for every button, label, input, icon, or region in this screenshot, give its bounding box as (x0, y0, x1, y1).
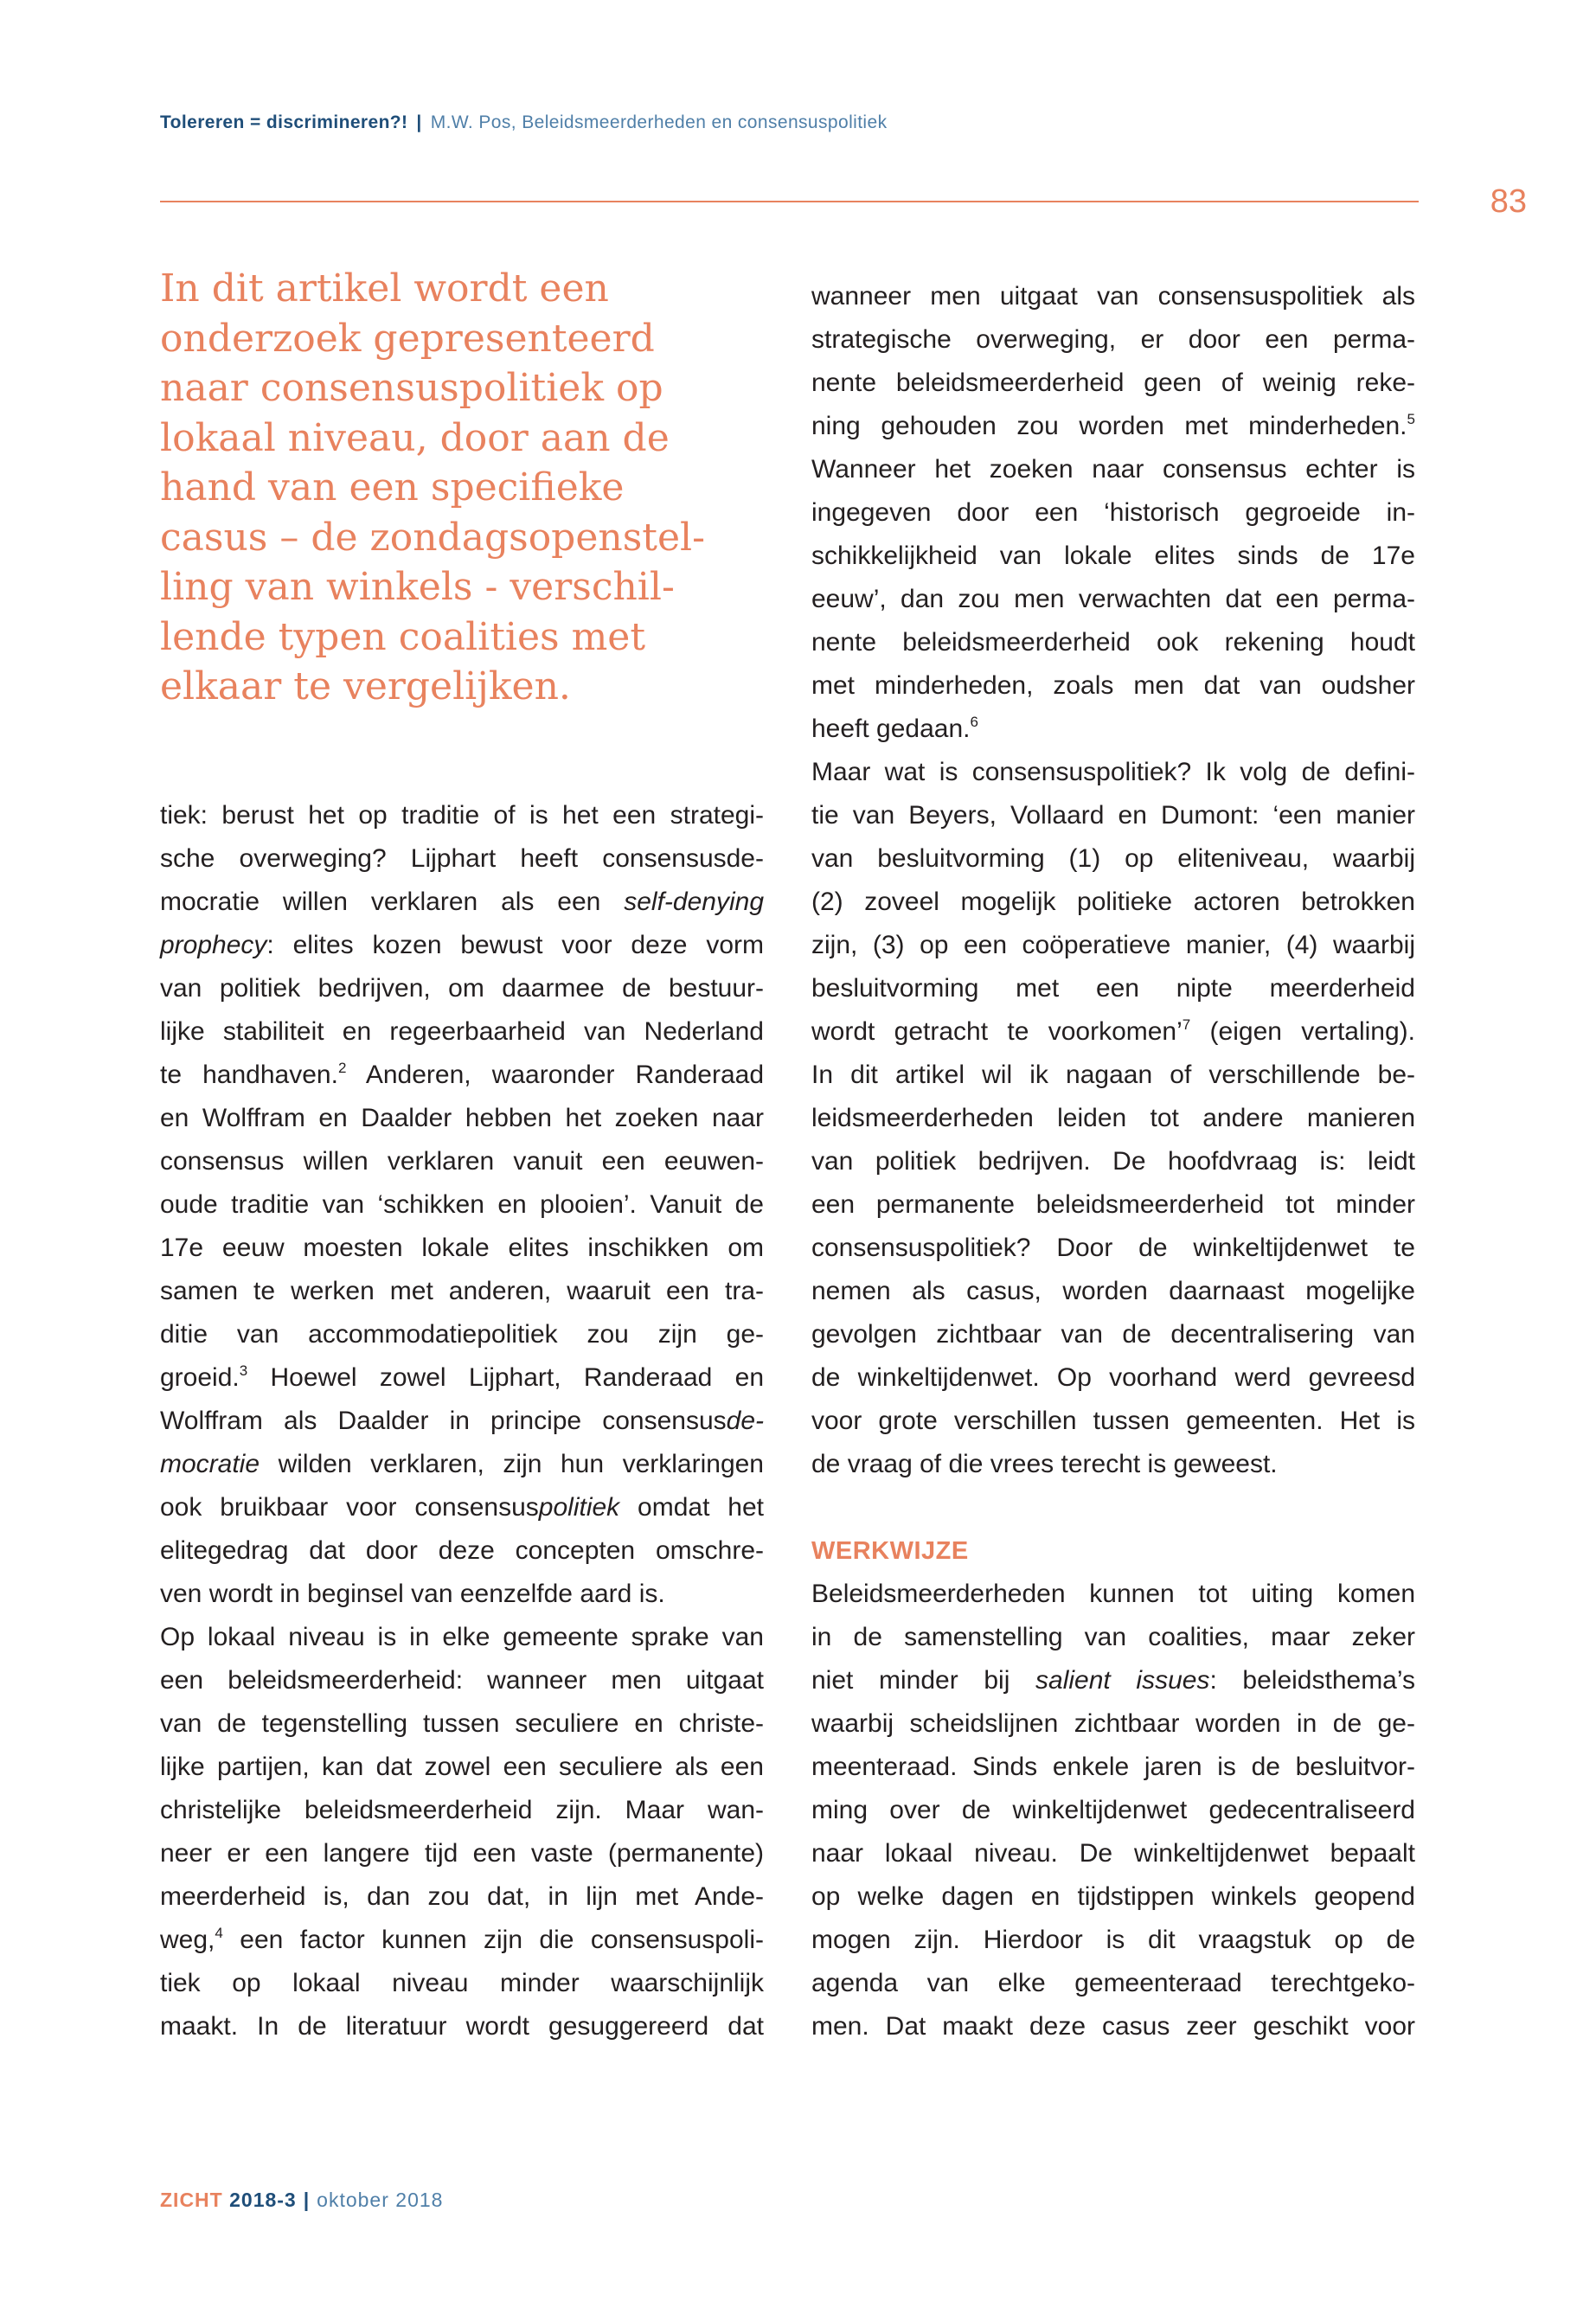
body-line: een beleidsmeerderheid: wanneer men uitgaat (160, 1666, 764, 1695)
body-line: nente beleidsmeerderheid ook rekening houdt (811, 628, 1415, 657)
footer-separator: | (303, 2189, 311, 2211)
intro-line: onderzoek gepresenteerd (160, 316, 655, 361)
body-line: niet minder bij salient issues: beleidsthema’s (811, 1666, 1415, 1695)
body-line: consensuspolitiek? Door de winkeltijdenwet te (811, 1234, 1415, 1262)
article-reference: M.W. Pos, Beleidsmeerderheden en consensuspolitiek (430, 112, 888, 132)
body-line: tie van Beyers, Vollaard en Dumont: ‘een manier (811, 801, 1415, 830)
right-column (811, 275, 1415, 2048)
body-line: de winkeltijdenwet. Op voorhand werd gevreesd (811, 1363, 1415, 1392)
body-line: (2) zoveel mogelijk politieke actoren betrokken (811, 888, 1415, 916)
body-line: voor grote verschillen tussen gemeenten. Het is (811, 1407, 1415, 1435)
body-line: strategische overweging, er door een perma- (811, 325, 1415, 354)
body-line: Op lokaal niveau is in elke gemeente sprake van (160, 1623, 764, 1651)
footnote-ref: 3 (239, 1362, 248, 1379)
body-line: besluitvorming met een nipte meerderheid (811, 974, 1415, 1003)
body-line: tiek op lokaal niveau minder waarschijnlijk (160, 1969, 764, 1997)
intro-line: In dit artikel wordt een (160, 266, 609, 311)
footnote-ref: 5 (1407, 411, 1415, 427)
body-line: oude traditie van ‘schikken en plooien’. Vanuit de (160, 1190, 764, 1219)
body-line: ook bruikbaar voor consensuspolitiek omdat het (160, 1493, 764, 1522)
intro-line: lende typen coalities met (160, 614, 646, 659)
body-line: meerderheid is, dan zou dat, in lijn met Ande- (160, 1882, 764, 1911)
body-line: Beleidsmeerderheden kunnen tot uiting komen (811, 1580, 1415, 1608)
body-line: op welke dagen en tijdstippen winkels geopend (811, 1882, 1415, 1911)
intro-line: lokaal niveau, door aan de (160, 415, 670, 460)
intro-line: elkaar te vergelijken. (160, 664, 571, 708)
body-line: groeid.$^3$ Hoewel zowel Lijphart, Randeraad en (160, 1362, 764, 1392)
footnote-ref: 7 (1182, 1016, 1191, 1033)
body-line: van besluitvorming (1) op eliteniveau, waarbij (811, 844, 1415, 873)
body-line: mocratie wilden verklaren, zijn hun verklaringen (160, 1450, 764, 1478)
intro-pullquote (160, 264, 748, 712)
body-line: waarbij scheidslijnen zichtbaar worden in de ge- (811, 1709, 1415, 1738)
issue-date: oktober 2018 (317, 2189, 444, 2211)
body-line: mogen zijn. Hierdoor is dit vraagstuk op de (811, 1926, 1415, 1954)
body-line: een permanente beleidsmeerderheid tot minder (811, 1190, 1415, 1219)
intro-line: casus – de zondagsopenstel- (160, 515, 705, 560)
body-line: ming over de winkeltijdenwet gedecentraliseerd (811, 1796, 1415, 1824)
body-line: in de samenstelling van coalities, maar zeker (811, 1623, 1415, 1651)
body-line: wanneer men uitgaat van consensuspolitiek als (811, 282, 1415, 311)
body-line: Maar wat is consensuspolitiek? Ik volg de defini- (811, 758, 1415, 786)
body-line: Wanneer het zoeken naar consensus echter is (811, 455, 1415, 484)
body-line: christelijke beleidsmeerderheid zijn. Maar wan- (160, 1796, 764, 1824)
body-line: In dit artikel wil ik nagaan of verschillende be- (811, 1061, 1415, 1089)
section-spacer (811, 1486, 1415, 1529)
body-line: meenteraad. Sinds enkele jaren is de besluitvor- (811, 1753, 1415, 1781)
body-line: van de tegenstelling tussen seculiere en christe- (160, 1709, 764, 1738)
body-line: lijke stabiliteit en regeerbaarheid van Nederland (160, 1017, 764, 1046)
body-line: zijn, (3) op een coöperatieve manier, (4) waarbij (811, 931, 1415, 959)
page-footer (160, 2189, 443, 2212)
body-line: 17e eeuw moesten lokale elites inschikken om (160, 1234, 764, 1262)
body-line: weg,$^4$ een factor kunnen zijn die consensuspoli- (160, 1925, 764, 1954)
running-head (160, 112, 887, 133)
footnote-ref: 2 (337, 1060, 347, 1076)
body-line: nemen als casus, worden daarnaast mogelijke (811, 1277, 1415, 1305)
body-line: de vraag of die vrees terecht is geweest. (811, 1450, 1278, 1478)
body-line: maakt. In de literatuur wordt gesuggereerd dat (160, 2012, 764, 2041)
body-line: wordt getracht te voorkomen’$^7$ (eigen vertaling). (811, 1016, 1415, 1046)
header-separator: | (416, 112, 422, 132)
body-line: lijke partijen, kan dat zowel een seculiere als een (160, 1753, 764, 1781)
body-line: men. Dat maakt deze casus zeer geschikt voor (811, 2012, 1415, 2041)
body-line: agenda van elke gemeenteraad terechtgeko- (811, 1969, 1415, 1997)
body-line: neer er een langere tijd een vaste (permanente) (160, 1839, 764, 1868)
body-line: elitegedrag dat door deze concepten omschre- (160, 1536, 764, 1565)
body-line: schikkelijkheid van lokale elites sinds de 17e (811, 542, 1415, 570)
intro-line: naar consensuspolitiek op (160, 366, 663, 410)
body-line: nente beleidsmeerderheid geen of weinig reke- (811, 369, 1415, 397)
series-title: Tolereren = discrimineren?! (160, 112, 408, 132)
body-line: te handhaven.$^2$ Anderen, waaronder Randeraad (160, 1060, 764, 1089)
header-rule (160, 201, 1419, 202)
body-line: ven wordt in beginsel van eenzelfde aard is. (160, 1580, 665, 1608)
intro-line: ling van winkels - verschil- (160, 565, 675, 609)
issue-number: 2018-3 (229, 2189, 297, 2211)
body-line: samen te werken met anderen, waaruit een tra- (160, 1277, 764, 1305)
footnote-ref: 4 (215, 1925, 223, 1941)
page-number: 83 (1490, 183, 1527, 220)
body-line: ingegeven door een ‘historisch gegroeide in- (811, 498, 1415, 527)
footnote-ref: 6 (970, 714, 978, 730)
body-line: gevolgen zichtbaar van de decentralisering van (811, 1320, 1415, 1349)
body-line: ditie van accommodatiepolitiek zou zijn ge- (160, 1320, 764, 1349)
body-line: prophecy: elites kozen bewust voor deze vorm (160, 931, 764, 959)
body-line: heeft gedaan.$^6$ (811, 714, 978, 743)
intro-line: hand van een specifieke (160, 465, 625, 510)
body-line: met minderheden, zoals men dat van oudsher (811, 671, 1415, 700)
body-line: naar lokaal niveau. De winkeltijdenwet bepaalt (811, 1839, 1415, 1868)
body-line: leidsmeerderheden leiden tot andere manieren (811, 1104, 1415, 1132)
body-line: consensus willen verklaren vanuit een eeuwen- (160, 1147, 764, 1176)
body-line: en Wolffram en Daalder hebben het zoeken naar (160, 1104, 764, 1132)
body-line: eeuw’, dan zou men verwachten dat een perma- (811, 585, 1415, 613)
body-line: sche overweging? Lijphart heeft consensusde- (160, 844, 764, 873)
body-line: tiek: berust het op traditie of is het een strategi- (160, 801, 764, 830)
body-line: van politiek bedrijven. De hoofdvraag is: leidt (811, 1147, 1415, 1176)
body-line: van politiek bedrijven, om daarmee de bestuur- (160, 974, 764, 1003)
left-column (160, 794, 764, 2048)
magazine-name: ZICHT (160, 2189, 223, 2211)
body-line: Wolffram als Daalder in principe consensusde- (160, 1407, 764, 1435)
section-heading: WERKWIJZE (811, 1537, 969, 1565)
body-line: mocratie willen verklaren als een self-denying (160, 888, 764, 916)
body-line: ning gehouden zou worden met minderheden.$^5$ (811, 411, 1415, 440)
